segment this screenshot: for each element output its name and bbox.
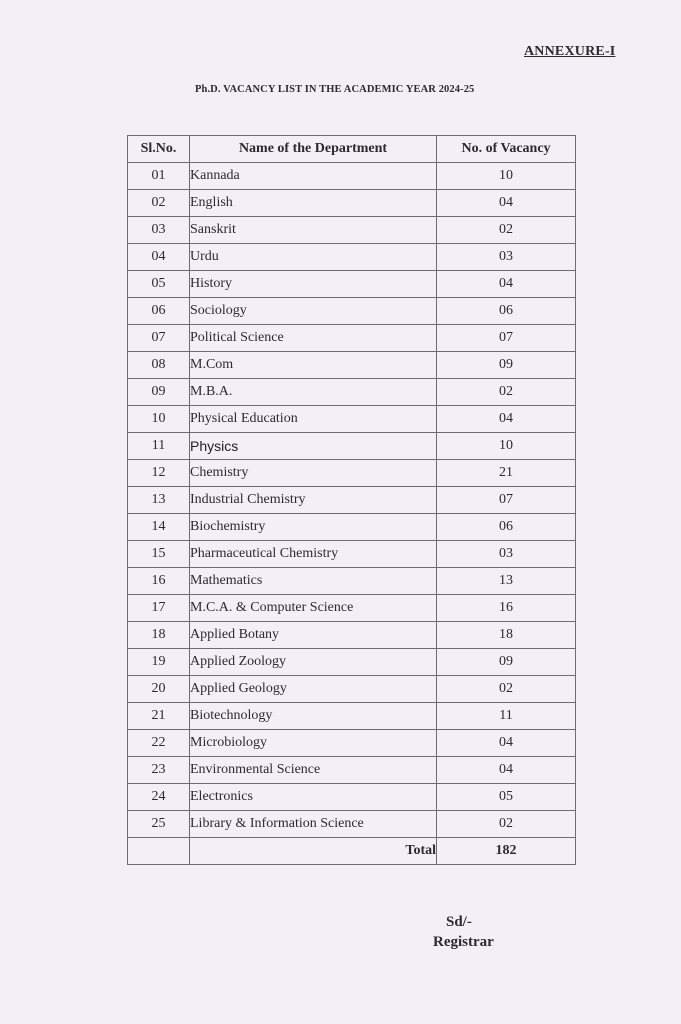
table-row	[128, 325, 576, 352]
row-vacancy: 04	[437, 757, 576, 784]
row-vacancy: 04	[437, 271, 576, 298]
table-row	[128, 676, 576, 703]
header-department: Name of the Department	[190, 136, 437, 163]
table-row	[128, 217, 576, 244]
row-department: Biotechnology	[190, 703, 437, 730]
row-vacancy: 03	[437, 244, 576, 271]
row-department: Mathematics	[190, 568, 437, 595]
table-row	[128, 622, 576, 649]
vacancy-table	[127, 135, 576, 865]
row-department: Physical Education	[190, 406, 437, 433]
row-department: Chemistry	[190, 460, 437, 487]
signature-sd: Sd/-	[446, 914, 472, 930]
row-department: Applied Botany	[190, 622, 437, 649]
table-row	[128, 163, 576, 190]
table-row	[128, 514, 576, 541]
table-row	[128, 298, 576, 325]
row-sl-no: 07	[128, 325, 190, 352]
row-department: Physics	[190, 433, 437, 460]
row-department: Industrial Chemistry	[190, 487, 437, 514]
row-department: Electronics	[190, 784, 437, 811]
row-vacancy: 03	[437, 541, 576, 568]
row-vacancy: 04	[437, 190, 576, 217]
table-row	[128, 703, 576, 730]
row-vacancy: 06	[437, 298, 576, 325]
table-row	[128, 730, 576, 757]
row-department: M.B.A.	[190, 379, 437, 406]
header-sl-no: Sl.No.	[128, 136, 190, 163]
row-sl-no: 12	[128, 460, 190, 487]
row-department: Library & Information Science	[190, 811, 437, 838]
row-vacancy: 04	[437, 730, 576, 757]
row-department: Microbiology	[190, 730, 437, 757]
row-vacancy: 02	[437, 217, 576, 244]
table-row	[128, 244, 576, 271]
row-department: M.Com	[190, 352, 437, 379]
total-label: Total	[190, 838, 437, 865]
table-header-row	[128, 136, 576, 163]
row-department: Applied Geology	[190, 676, 437, 703]
row-sl-no: 21	[128, 703, 190, 730]
row-vacancy: 13	[437, 568, 576, 595]
table-row	[128, 649, 576, 676]
row-sl-no: 23	[128, 757, 190, 784]
row-sl-no: 05	[128, 271, 190, 298]
row-vacancy: 05	[437, 784, 576, 811]
row-department: History	[190, 271, 437, 298]
row-sl-no: 20	[128, 676, 190, 703]
table-row	[128, 757, 576, 784]
row-sl-no: 16	[128, 568, 190, 595]
row-vacancy: 09	[437, 649, 576, 676]
row-vacancy: 02	[437, 676, 576, 703]
table-row	[128, 487, 576, 514]
table-row	[128, 460, 576, 487]
row-department: Political Science	[190, 325, 437, 352]
total-row	[128, 838, 576, 865]
table-row	[128, 271, 576, 298]
total-row-empty-cell	[128, 838, 190, 865]
row-vacancy: 10	[437, 433, 576, 460]
row-department: Pharmaceutical Chemistry	[190, 541, 437, 568]
row-sl-no: 04	[128, 244, 190, 271]
table-row	[128, 190, 576, 217]
table-row	[128, 595, 576, 622]
row-sl-no: 24	[128, 784, 190, 811]
row-sl-no: 15	[128, 541, 190, 568]
table-row	[128, 379, 576, 406]
row-sl-no: 18	[128, 622, 190, 649]
row-department: Applied Zoology	[190, 649, 437, 676]
row-sl-no: 09	[128, 379, 190, 406]
row-sl-no: 17	[128, 595, 190, 622]
table-row	[128, 352, 576, 379]
table-row	[128, 433, 576, 460]
row-sl-no: 11	[128, 433, 190, 460]
table-row	[128, 568, 576, 595]
row-sl-no: 03	[128, 217, 190, 244]
row-department: English	[190, 190, 437, 217]
row-department: Environmental Science	[190, 757, 437, 784]
row-sl-no: 22	[128, 730, 190, 757]
row-vacancy: 06	[437, 514, 576, 541]
row-department: Sanskrit	[190, 217, 437, 244]
row-sl-no: 06	[128, 298, 190, 325]
header-vacancy: No. of Vacancy	[437, 136, 576, 163]
row-sl-no: 19	[128, 649, 190, 676]
row-department: Kannada	[190, 163, 437, 190]
row-department: Urdu	[190, 244, 437, 271]
row-vacancy: 07	[437, 325, 576, 352]
row-vacancy: 04	[437, 406, 576, 433]
row-sl-no: 14	[128, 514, 190, 541]
row-sl-no: 08	[128, 352, 190, 379]
row-department: Sociology	[190, 298, 437, 325]
table-row	[128, 541, 576, 568]
row-vacancy: 09	[437, 352, 576, 379]
total-value: 182	[437, 838, 576, 865]
row-sl-no: 02	[128, 190, 190, 217]
document-title: Ph.D. VACANCY LIST IN THE ACADEMIC YEAR 2024-25	[195, 84, 475, 95]
row-sl-no: 01	[128, 163, 190, 190]
table-row	[128, 406, 576, 433]
table-row	[128, 784, 576, 811]
row-vacancy: 11	[437, 703, 576, 730]
row-vacancy: 02	[437, 811, 576, 838]
row-vacancy: 07	[437, 487, 576, 514]
table-row	[128, 811, 576, 838]
row-sl-no: 25	[128, 811, 190, 838]
row-vacancy: 16	[437, 595, 576, 622]
row-department: Biochemistry	[190, 514, 437, 541]
signature-registrar: Registrar	[433, 934, 494, 950]
row-vacancy: 18	[437, 622, 576, 649]
row-vacancy: 02	[437, 379, 576, 406]
row-sl-no: 10	[128, 406, 190, 433]
row-vacancy: 10	[437, 163, 576, 190]
row-department: M.C.A. & Computer Science	[190, 595, 437, 622]
row-vacancy: 21	[437, 460, 576, 487]
annexure-label: ANNEXURE-I	[524, 44, 616, 59]
row-sl-no: 13	[128, 487, 190, 514]
